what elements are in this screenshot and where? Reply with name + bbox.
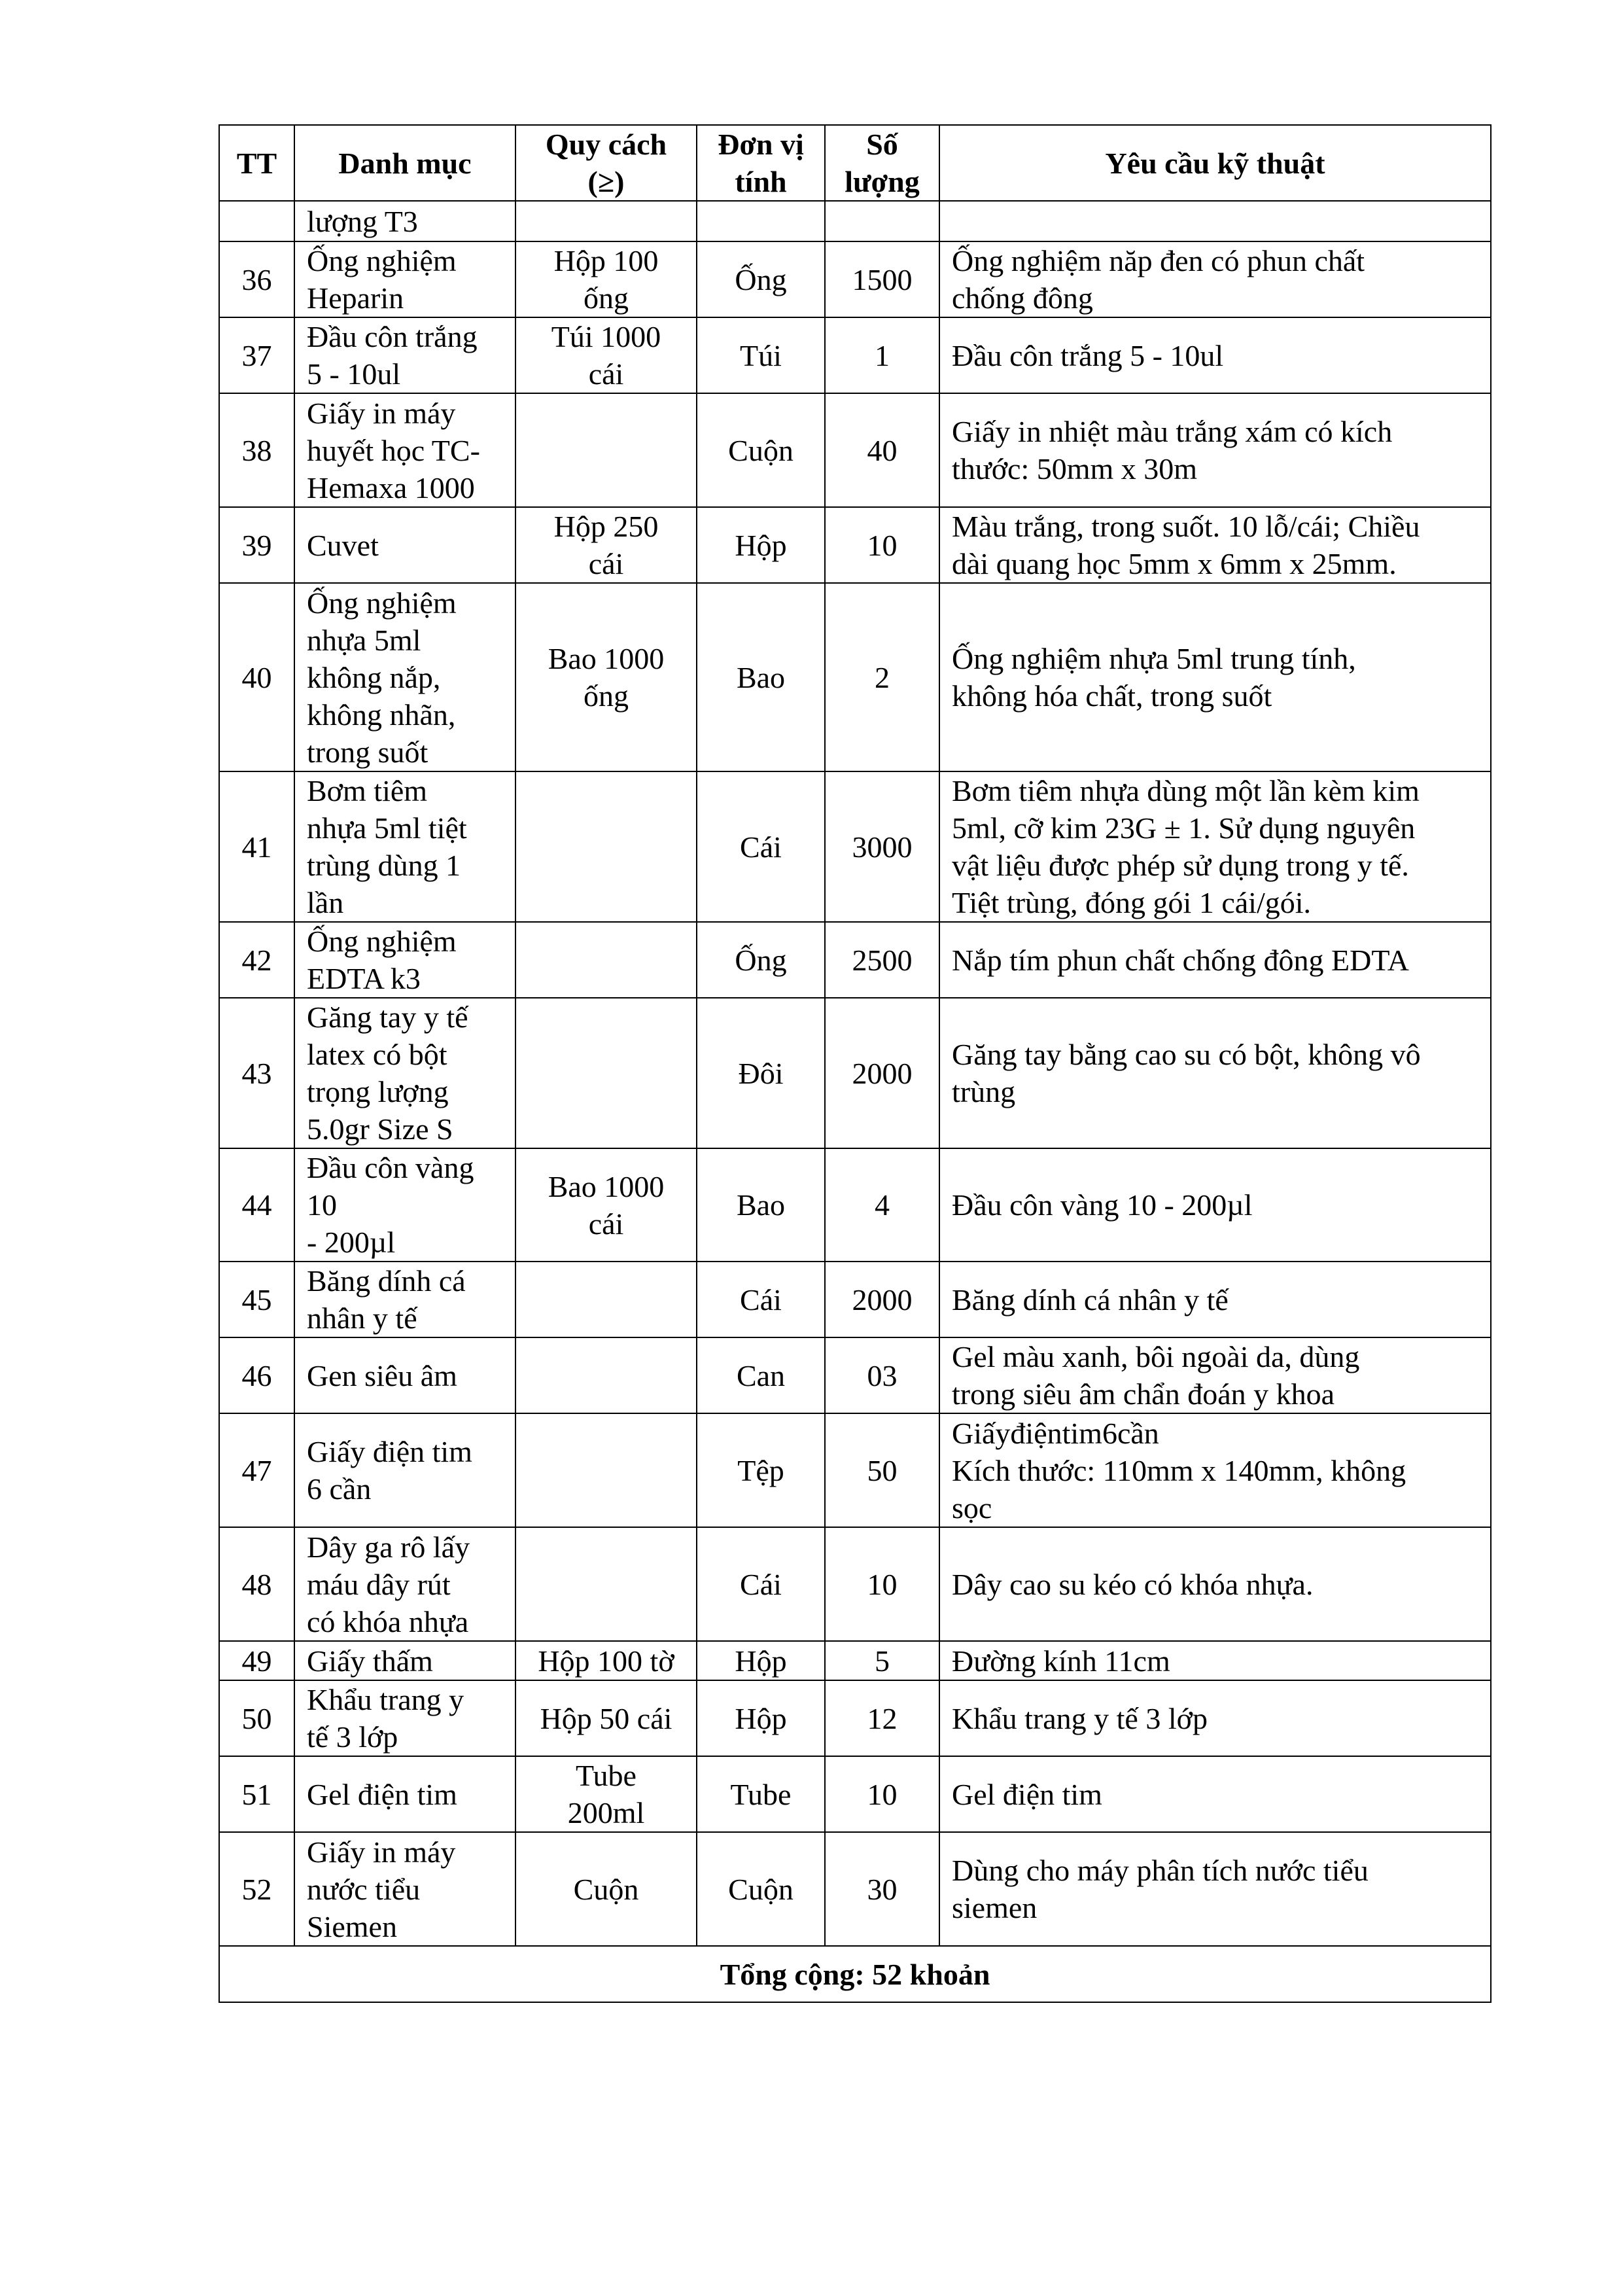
- cell-tt-text: 45: [241, 1282, 272, 1316]
- header-row: [219, 125, 1491, 201]
- cell-requirement: [939, 1413, 1491, 1527]
- cell-tt-text: 41: [241, 830, 272, 864]
- cell-requirement: [939, 1641, 1491, 1680]
- cell-requirement: [939, 771, 1491, 922]
- cell-name-text: Giấy điện tim 6 cần: [307, 1435, 472, 1506]
- cell-tt-text: 39: [241, 528, 272, 562]
- cell-requirement-text: Dây cao su kéo có khóa nhựa.: [952, 1567, 1314, 1601]
- cell-spec: [515, 1337, 697, 1413]
- cell-tt: [219, 1832, 294, 1946]
- total-row: [219, 1946, 1491, 2002]
- cell-tt: [219, 1262, 294, 1337]
- cell-requirement: [939, 922, 1491, 998]
- cell-name-text: lượng T3: [307, 204, 418, 238]
- cell-tt-text: 36: [241, 262, 272, 296]
- cell-tt: [219, 1756, 294, 1832]
- cell-tt: [219, 771, 294, 922]
- cell-unit-text: Bao: [736, 660, 786, 694]
- cell-tt-text: 52: [241, 1872, 272, 1906]
- cell-unit-text: Tệp: [737, 1453, 784, 1487]
- cell-requirement: [939, 317, 1491, 393]
- cell-name: [294, 507, 515, 583]
- cell-name-text: Cuvet: [307, 528, 379, 562]
- cell-unit-text: Ống: [735, 262, 787, 296]
- cell-unit-text: Bao: [736, 1188, 786, 1222]
- cell-unit-text: Cái: [740, 830, 782, 864]
- table-row: [219, 201, 1491, 241]
- cell-requirement: [939, 1832, 1491, 1946]
- cell-requirement-text: Giấy in nhiệt màu trắng xám có kích thước: 50mm x 30m: [952, 415, 1393, 486]
- cell-requirement: [939, 241, 1491, 317]
- cell-qty: [825, 1413, 939, 1527]
- cell-name-text: Đầu côn trắng 5 - 10ul: [307, 320, 478, 391]
- cell-unit-text: Ống: [735, 943, 787, 977]
- table-row: [219, 1680, 1491, 1756]
- cell-name-text: Đầu côn vàng 10 - 200µl: [307, 1151, 474, 1259]
- cell-tt-text: 42: [241, 943, 272, 977]
- header-unit: Đơn vị tính: [697, 125, 825, 201]
- cell-qty: [825, 241, 939, 317]
- table-row: [219, 922, 1491, 998]
- table-row: [219, 393, 1491, 507]
- cell-requirement-text: Ống nghiệm năp đen có phun chất chống đông: [952, 244, 1365, 315]
- cell-qty: [825, 1680, 939, 1756]
- cell-spec-text: Bao 1000 cái: [548, 1169, 665, 1241]
- cell-name-text: Ống nghiệm nhựa 5ml không nắp, không nhãn, trong suốt: [307, 586, 457, 769]
- cell-spec: [515, 998, 697, 1148]
- table-row: [219, 1641, 1491, 1680]
- cell-spec: [515, 393, 697, 507]
- cell-unit: [697, 998, 825, 1148]
- cell-name: [294, 922, 515, 998]
- cell-name-text: Gel điện tim: [307, 1777, 457, 1811]
- cell-tt: [219, 998, 294, 1148]
- cell-unit: [697, 317, 825, 393]
- cell-qty-text: 2500: [852, 943, 913, 977]
- cell-name-text: Dây ga rô lấy máu dây rút có khóa nhựa: [307, 1530, 470, 1638]
- cell-spec-text: Cuộn: [573, 1872, 639, 1906]
- cell-requirement: [939, 1756, 1491, 1832]
- cell-spec-text: Hộp 250 cái: [553, 510, 659, 580]
- cell-requirement-text: Khẩu trang y tế 3 lớp: [952, 1701, 1208, 1735]
- cell-spec: [515, 583, 697, 771]
- cell-qty-text: 3000: [852, 830, 913, 864]
- cell-requirement-text: Gel màu xanh, bôi ngoài da, dùng trong siêu âm chẩn đoán y khoa: [952, 1340, 1360, 1411]
- cell-tt-text: 51: [241, 1777, 272, 1811]
- cell-qty-text: 12: [867, 1701, 898, 1735]
- cell-unit: [697, 771, 825, 922]
- cell-qty-text: 03: [867, 1358, 898, 1392]
- cell-unit-text: Túi: [740, 338, 782, 372]
- cell-unit: [697, 1413, 825, 1527]
- cell-spec-text: Hộp 50 cái: [540, 1701, 672, 1735]
- cell-spec: [515, 1527, 697, 1641]
- cell-requirement-text: Nắp tím phun chất chống đông EDTA: [952, 943, 1409, 977]
- cell-spec: [515, 1641, 697, 1680]
- table-row: [219, 1756, 1491, 1832]
- cell-name: [294, 201, 515, 241]
- cell-spec-text: Hộp 100 tờ: [538, 1644, 674, 1678]
- header-qty: Số lượng: [825, 125, 939, 201]
- cell-qty: [825, 1756, 939, 1832]
- cell-requirement: [939, 507, 1491, 583]
- cell-name: [294, 1756, 515, 1832]
- cell-tt-text: 47: [241, 1453, 272, 1487]
- cell-spec: [515, 1413, 697, 1527]
- cell-qty-text: 50: [867, 1453, 898, 1487]
- cell-name-text: Giấy in máy nước tiểu Siemen: [307, 1835, 456, 1943]
- cell-qty: [825, 1527, 939, 1641]
- cell-spec: [515, 507, 697, 583]
- cell-unit: [697, 393, 825, 507]
- cell-unit-text: Can: [736, 1358, 786, 1392]
- cell-qty-text: 30: [867, 1872, 898, 1906]
- cell-spec-text: Hộp 100 ống: [553, 244, 659, 315]
- cell-requirement: [939, 998, 1491, 1148]
- cell-unit: [697, 1527, 825, 1641]
- cell-spec-text: Túi 1000 cái: [551, 320, 661, 391]
- cell-qty: [825, 1148, 939, 1262]
- cell-tt-text: 46: [241, 1358, 272, 1392]
- cell-tt-text: 49: [241, 1644, 272, 1678]
- cell-name-text: Găng tay y tế latex có bột trọng lượng 5.0gr Size S: [307, 1000, 468, 1146]
- cell-name-text: Gen siêu âm: [307, 1358, 457, 1392]
- cell-spec: [515, 922, 697, 998]
- cell-name: [294, 1832, 515, 1946]
- cell-name: [294, 241, 515, 317]
- cell-name: [294, 1148, 515, 1262]
- cell-name: [294, 1680, 515, 1756]
- cell-qty: [825, 1832, 939, 1946]
- cell-qty-text: 2000: [852, 1056, 913, 1090]
- cell-tt: [219, 1337, 294, 1413]
- cell-requirement: [939, 1337, 1491, 1413]
- cell-tt-text: 38: [241, 433, 272, 467]
- cell-name: [294, 1641, 515, 1680]
- cell-tt: [219, 1680, 294, 1756]
- cell-unit: [697, 1148, 825, 1262]
- cell-requirement-text: Đường kính 11cm: [952, 1644, 1170, 1678]
- cell-tt: [219, 317, 294, 393]
- table-row: [219, 241, 1491, 317]
- cell-name: [294, 317, 515, 393]
- cell-qty: [825, 1641, 939, 1680]
- cell-unit-text: Tube: [730, 1777, 792, 1811]
- cell-requirement: [939, 393, 1491, 507]
- header-requirement: Yêu cầu kỹ thuật: [939, 125, 1491, 201]
- cell-tt: [219, 507, 294, 583]
- header-tt: TT: [219, 125, 294, 201]
- cell-unit-text: Cuộn: [728, 1872, 794, 1906]
- cell-unit: [697, 201, 825, 241]
- cell-requirement: [939, 1527, 1491, 1641]
- table-row: [219, 1413, 1491, 1527]
- table-row: [219, 1832, 1491, 1946]
- cell-requirement: [939, 201, 1491, 241]
- cell-name: [294, 393, 515, 507]
- cell-name: [294, 583, 515, 771]
- table-row: [219, 507, 1491, 583]
- cell-requirement-text: Băng dính cá nhân y tế: [952, 1282, 1229, 1316]
- cell-spec: [515, 241, 697, 317]
- cell-unit: [697, 1680, 825, 1756]
- cell-qty-text: 10: [867, 1567, 898, 1601]
- cell-name-text: Giấy thấm: [307, 1644, 433, 1678]
- cell-qty: [825, 1262, 939, 1337]
- cell-name-text: Ống nghiệm EDTA k3: [307, 925, 457, 995]
- cell-qty: [825, 507, 939, 583]
- cell-spec-text: Bao 1000 ống: [548, 642, 665, 713]
- cell-requirement-text: Màu trắng, trong suốt. 10 lỗ/cái; Chiều dài quang học 5mm x 6mm x 25mm.: [952, 510, 1420, 580]
- cell-tt: [219, 1413, 294, 1527]
- cell-spec: [515, 1680, 697, 1756]
- cell-unit: [697, 1337, 825, 1413]
- header-name: Danh mục: [294, 125, 515, 201]
- cell-requirement-text: Gel điện tim: [952, 1777, 1102, 1811]
- cell-requirement-text: Dùng cho máy phân tích nước tiểu siemen: [952, 1854, 1369, 1924]
- table-row: [219, 583, 1491, 771]
- cell-spec: [515, 201, 697, 241]
- table-body: [219, 201, 1491, 1946]
- table-row: [219, 317, 1491, 393]
- cell-requirement-text: Ống nghiệm nhựa 5ml trung tính, không hóa chất, trong suốt: [952, 642, 1356, 713]
- cell-name: [294, 998, 515, 1148]
- cell-qty-text: 5: [875, 1644, 890, 1678]
- cell-requirement-text: Đầu côn vàng 10 - 200µl: [952, 1188, 1253, 1222]
- cell-qty-text: 2000: [852, 1282, 913, 1316]
- cell-spec: [515, 1756, 697, 1832]
- cell-qty-text: 10: [867, 1777, 898, 1811]
- cell-name: [294, 771, 515, 922]
- cell-spec: [515, 1262, 697, 1337]
- cell-requirement-text: Giấyđiệntim6cần Kích thước: 110mm x 140mm, không sọc: [952, 1416, 1406, 1525]
- cell-unit-text: Đôi: [738, 1056, 784, 1090]
- cell-tt: [219, 922, 294, 998]
- cell-qty-text: 1500: [852, 262, 913, 296]
- total-label: Tổng cộng: 52 khoản: [219, 1946, 1491, 2002]
- supply-table: [218, 124, 1492, 2003]
- cell-unit: [697, 241, 825, 317]
- cell-tt-text: 48: [241, 1567, 272, 1601]
- cell-unit-text: Cái: [740, 1282, 782, 1316]
- cell-requirement: [939, 1680, 1491, 1756]
- cell-qty: [825, 1337, 939, 1413]
- cell-qty-text: 10: [867, 528, 898, 562]
- cell-name-text: Ống nghiệm Heparin: [307, 244, 457, 315]
- cell-qty: [825, 771, 939, 922]
- table-row: [219, 771, 1491, 922]
- cell-unit: [697, 583, 825, 771]
- cell-name-text: Khẩu trang y tế 3 lớp: [307, 1683, 464, 1754]
- cell-unit: [697, 1832, 825, 1946]
- cell-requirement: [939, 1148, 1491, 1262]
- cell-spec: [515, 1148, 697, 1262]
- cell-spec: [515, 771, 697, 922]
- cell-unit-text: Hộp: [735, 528, 787, 562]
- cell-qty: [825, 583, 939, 771]
- cell-tt-text: 37: [241, 338, 272, 372]
- table-row: [219, 1527, 1491, 1641]
- cell-qty-text: 40: [867, 433, 898, 467]
- cell-qty: [825, 922, 939, 998]
- cell-tt-text: 43: [241, 1056, 272, 1090]
- cell-requirement: [939, 583, 1491, 771]
- cell-name: [294, 1527, 515, 1641]
- cell-unit-text: Cuộn: [728, 433, 794, 467]
- cell-name-text: Bơm tiêm nhựa 5ml tiệt trùng dùng 1 lần: [307, 774, 467, 919]
- cell-requirement-text: Găng tay bằng cao su có bột, không vô trùng: [952, 1038, 1421, 1108]
- table-row: [219, 1148, 1491, 1262]
- table-row: [219, 998, 1491, 1148]
- cell-spec-text: Tube 200ml: [567, 1759, 645, 1829]
- cell-unit: [697, 922, 825, 998]
- cell-spec: [515, 317, 697, 393]
- cell-qty: [825, 201, 939, 241]
- table-row: [219, 1337, 1491, 1413]
- cell-unit-text: Hộp: [735, 1701, 787, 1735]
- cell-qty: [825, 317, 939, 393]
- cell-tt: [219, 201, 294, 241]
- cell-unit: [697, 1641, 825, 1680]
- cell-tt-text: 40: [241, 660, 272, 694]
- cell-tt: [219, 583, 294, 771]
- cell-tt-text: 44: [241, 1188, 272, 1222]
- cell-qty-text: 1: [875, 338, 890, 372]
- cell-requirement-text: Bơm tiêm nhựa dùng một lần kèm kim 5ml, cỡ kim 23G ± 1. Sử dụng nguyên vật liệu được phép sử dụng trong y tế. Tiệt trùng, đóng gói 1 cái/gói.: [952, 774, 1420, 919]
- cell-tt: [219, 1527, 294, 1641]
- cell-qty: [825, 393, 939, 507]
- cell-name-text: Băng dính cá nhân y tế: [307, 1264, 466, 1335]
- table-row: [219, 1262, 1491, 1337]
- cell-tt: [219, 1641, 294, 1680]
- cell-requirement-text: Đầu côn trắng 5 - 10ul: [952, 338, 1224, 372]
- cell-qty-text: 2: [875, 660, 890, 694]
- cell-requirement: [939, 1262, 1491, 1337]
- cell-name-text: Giấy in máy huyết học TC- Hemaxa 1000: [307, 396, 480, 504]
- cell-tt: [219, 1148, 294, 1262]
- cell-name: [294, 1413, 515, 1527]
- header-spec: Quy cách (≥): [515, 125, 697, 201]
- cell-qty: [825, 998, 939, 1148]
- cell-tt: [219, 393, 294, 507]
- cell-name: [294, 1262, 515, 1337]
- cell-unit: [697, 1756, 825, 1832]
- cell-unit: [697, 1262, 825, 1337]
- cell-unit-text: Hộp: [735, 1644, 787, 1678]
- cell-tt: [219, 241, 294, 317]
- cell-unit: [697, 507, 825, 583]
- cell-spec: [515, 1832, 697, 1946]
- cell-name: [294, 1337, 515, 1413]
- cell-qty-text: 4: [875, 1188, 890, 1222]
- cell-unit-text: Cái: [740, 1567, 782, 1601]
- cell-tt-text: 50: [241, 1701, 272, 1735]
